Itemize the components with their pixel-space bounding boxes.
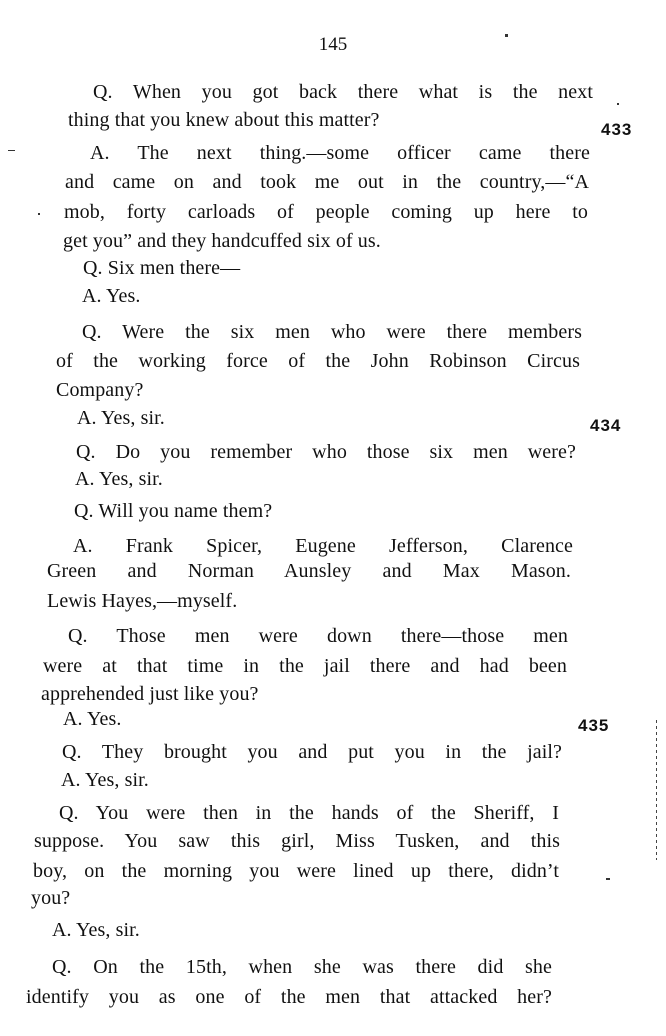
text-line: Q. Will you name them?: [74, 500, 273, 522]
text-line: A. Yes, sir.: [52, 919, 140, 941]
scan-speck: [606, 878, 610, 880]
margin-line-number: 435: [578, 716, 610, 735]
text-line: Q. You were then in the hands of the Sheriff, I: [59, 802, 559, 824]
text-line: Q. Six men there—: [83, 257, 241, 279]
text-line: Company?: [56, 379, 144, 401]
text-line: A. Yes.: [82, 285, 141, 307]
text-line: suppose. You saw this girl, Miss Tusken, and this: [34, 830, 560, 852]
margin-line-number: 433: [601, 120, 633, 139]
text-line: Q. They brought you and put you in the jail?: [62, 741, 562, 763]
text-line: get you” and they handcuffed six of us.: [63, 230, 381, 252]
page-number: 145: [318, 34, 348, 55]
text-line: A. The next thing.—some officer came there: [90, 142, 590, 164]
text-line: A. Yes.: [63, 708, 122, 730]
scan-speck: [8, 150, 15, 151]
text-line: Q. On the 15th, when she was there did she: [52, 956, 552, 978]
scan-speck: [617, 103, 619, 105]
text-line: and came on and took me out in the country,—“A: [65, 171, 589, 193]
text-line: A. Yes, sir.: [75, 468, 163, 490]
text-line: A. Yes, sir.: [77, 407, 165, 429]
text-line: Q. Were the six men who were there members: [82, 321, 582, 343]
text-line: Green and Norman Aunsley and Max Mason.: [47, 560, 571, 582]
scan-edge-mark: [656, 720, 657, 860]
margin-line-number: 434: [590, 416, 622, 435]
text-line: you?: [31, 887, 71, 909]
scan-speck: [38, 213, 40, 215]
scan-speck: [505, 34, 508, 37]
text-line: mob, forty carloads of people coming up here to: [64, 201, 588, 223]
text-line: Q. Do you remember who those six men were?: [76, 441, 576, 463]
text-line: thing that you knew about this matter?: [68, 109, 380, 131]
text-line: boy, on the morning you were lined up there, didn’t: [33, 860, 559, 882]
text-line: were at that time in the jail there and had been: [43, 655, 567, 677]
text-line: A. Frank Spicer, Eugene Jefferson, Clarence: [73, 535, 573, 557]
text-line: Q. When you got back there what is the next: [93, 81, 593, 103]
text-line: A. Yes, sir.: [61, 769, 149, 791]
text-line: Q. Those men were down there—those men: [68, 625, 568, 647]
text-line: of the working force of the John Robinson Circus: [56, 350, 580, 372]
text-line: identify you as one of the men that attacked her?: [26, 986, 552, 1008]
text-line: apprehended just like you?: [41, 683, 259, 705]
text-line: Lewis Hayes,—myself.: [47, 590, 238, 612]
